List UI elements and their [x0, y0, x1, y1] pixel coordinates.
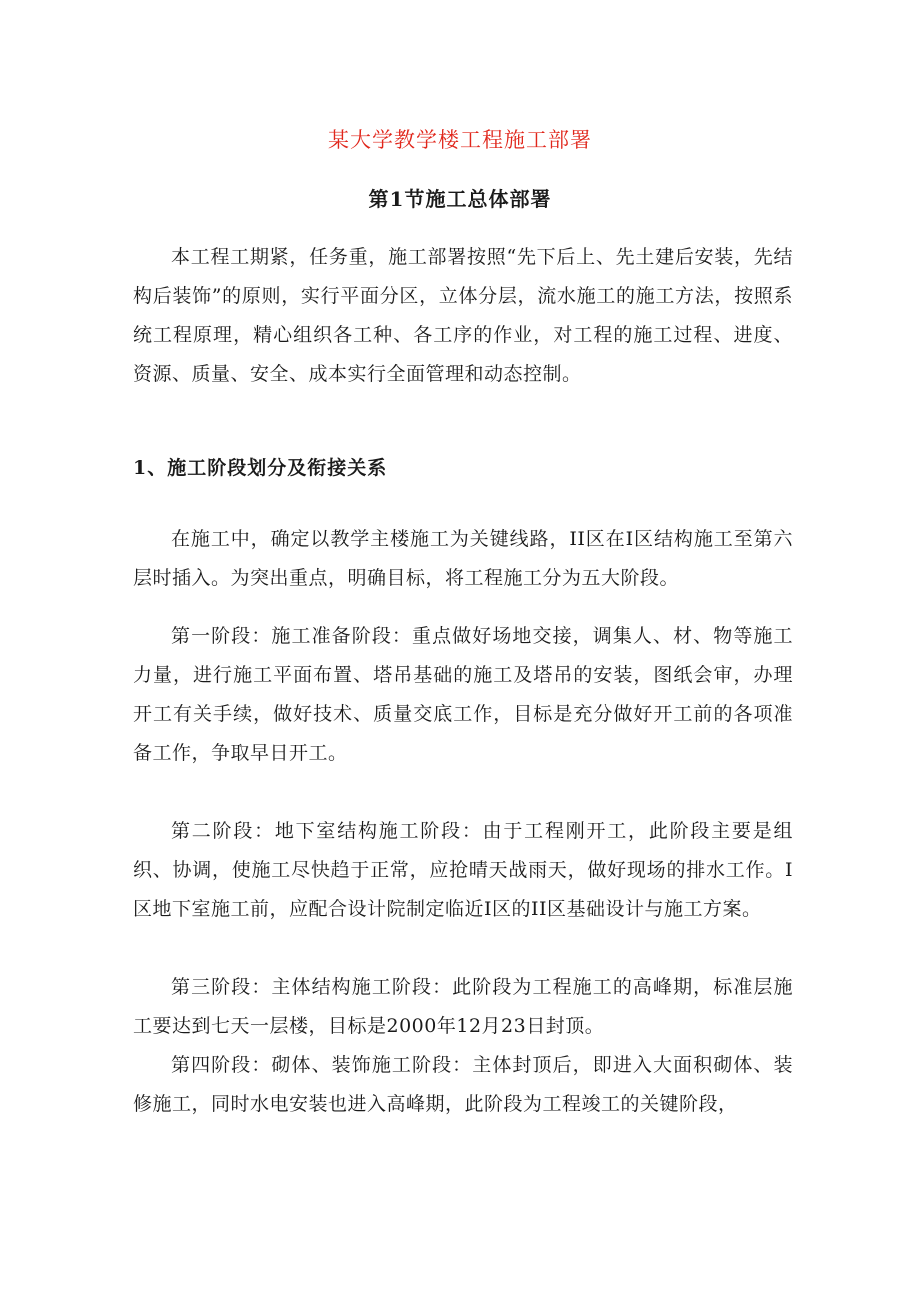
subsection-heading: 1、施工阶段划分及衔接关系 — [133, 457, 388, 479]
phases-overview-paragraph: 在施工中，确定以教学主楼施工为关键线路，II区在Ⅰ区结构施工至第六层时插入。为突出重点，明确目标，将工程施工分为五大阶段。 — [133, 528, 793, 589]
intro-paragraph: 本工程工期紧，任务重，施工部署按照“先下后上、先土建后安装，先结构后装饰”的原则，实行平面分区，立体分层，流水施工的施工方法，按照系统工程原理，精心组织各工种、各工序的作业，对工程的施工过程、进度、资源、质量、安全、成本实行全面管理和动态控制。 — [133, 246, 793, 385]
stage-3-paragraph: 第三阶段：主体结构施工阶段：此阶段为工程施工的高峰期，标准层施工要达到七天一层楼，目标是2000年12月23日封顶。 — [133, 976, 793, 1037]
stage-2-paragraph: 第二阶段：地下室结构施工阶段：由于工程刚开工，此阶段主要是组织、协调，使施工尽快趋于正常，应抢晴天战雨天，做好现场的排水工作。Ⅰ区地下室施工前，应配合设计院制定临近Ⅰ区的II区基础设计与施工方案。 — [133, 820, 793, 920]
stage-1-paragraph: 第一阶段：施工准备阶段：重点做好场地交接，调集人、材、物等施工力量，进行施工平面布置、塔吊基础的施工及塔吊的安装，图纸会审，办理开工有关手续，做好技术、质量交底工作，目标是充分做好开工前的各项准备工作，争取早日开工。 — [133, 625, 793, 764]
document-title: 某大学教学楼工程施工部署 — [328, 128, 592, 152]
stage-4-paragraph: 第四阶段：砌体、装饰施工阶段：主体封顶后，即进入大面积砌体、装修施工，同时水电安装也进入高峰期，此阶段为工程竣工的关键阶段， — [133, 1054, 793, 1115]
section-title: 第1节施工总体部署 — [368, 187, 552, 211]
